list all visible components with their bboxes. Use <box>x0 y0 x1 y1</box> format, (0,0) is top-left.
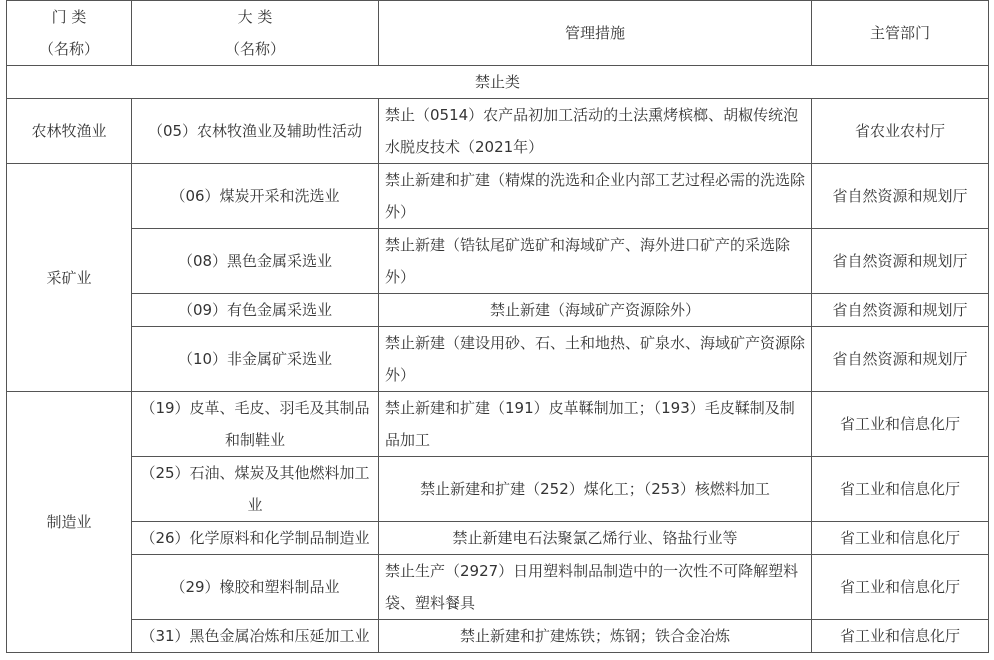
table-row <box>7 99 989 164</box>
table-row <box>7 164 989 229</box>
table-row <box>7 620 989 653</box>
table-row <box>7 327 989 392</box>
department-cell: 省工业和信息化厅 <box>812 555 989 620</box>
measure-cell: 禁止新建和扩建炼铁；炼钢；铁合金冶炼 <box>379 620 812 653</box>
category-cell: 制造业 <box>7 392 132 653</box>
header-major <box>132 1 379 66</box>
major-cell: （29）橡胶和塑料制品业 <box>132 555 379 620</box>
measure-cell: 禁止新建和扩建（191）皮革鞣制加工；（193）毛皮鞣制及制品加工 <box>379 392 812 457</box>
measure-cell: 禁止（0514）农产品初加工活动的土法熏烤槟榔、胡椒传统泡水脱皮技术（2021年） <box>379 99 812 164</box>
department-cell: 省自然资源和规划厅 <box>812 164 989 229</box>
major-cell: （31）黑色金属冶炼和压延加工业 <box>132 620 379 653</box>
table-row <box>7 294 989 327</box>
measure-cell: 禁止新建和扩建（精煤的洗选和企业内部工艺过程必需的洗选除外） <box>379 164 812 229</box>
measure-cell: 禁止生产（2927）日用塑料制品制造中的一次性不可降解塑料袋、塑料餐具 <box>379 555 812 620</box>
measure-cell: 禁止新建（建设用砂、石、土和地热、矿泉水、海域矿产资源除外） <box>379 327 812 392</box>
measure-cell: 禁止新建（锆钛尾矿选矿和海域矿产、海外进口矿产的采选除外） <box>379 229 812 294</box>
measure-cell: 禁止新建和扩建（252）煤化工；（253）核燃料加工 <box>379 457 812 522</box>
table-row <box>7 229 989 294</box>
department-cell: 省自然资源和规划厅 <box>812 294 989 327</box>
regulation-table <box>6 0 989 653</box>
table-row <box>7 457 989 522</box>
major-cell: （09）有色金属采选业 <box>132 294 379 327</box>
department-cell: 省工业和信息化厅 <box>812 522 989 555</box>
major-cell: （08）黑色金属采选业 <box>132 229 379 294</box>
table-row <box>7 392 989 457</box>
header-row <box>7 1 989 66</box>
major-cell: （26）化学原料和化学制品制造业 <box>132 522 379 555</box>
measure-cell: 禁止新建（海域矿产资源除外） <box>379 294 812 327</box>
section-title: 禁止类 <box>7 66 989 99</box>
header-category-line1: 门 类 <box>51 8 87 26</box>
category-cell: 农林牧渔业 <box>7 99 132 164</box>
department-cell: 省工业和信息化厅 <box>812 392 989 457</box>
department-cell: 省工业和信息化厅 <box>812 457 989 522</box>
measure-cell: 禁止新建电石法聚氯乙烯行业、铬盐行业等 <box>379 522 812 555</box>
department-cell: 省工业和信息化厅 <box>812 620 989 653</box>
major-cell: （05）农林牧渔业及辅助性活动 <box>132 99 379 164</box>
major-cell: （19）皮革、毛皮、羽毛及其制品和制鞋业 <box>132 392 379 457</box>
table-row <box>7 555 989 620</box>
major-cell: （10）非金属矿采选业 <box>132 327 379 392</box>
department-cell: 省自然资源和规划厅 <box>812 229 989 294</box>
major-cell: （25）石油、煤炭及其他燃料加工业 <box>132 457 379 522</box>
category-cell: 采矿业 <box>7 164 132 392</box>
header-department: 主管部门 <box>812 1 989 66</box>
department-cell: 省农业农村厅 <box>812 99 989 164</box>
major-cell: （06）煤炭开采和洗选业 <box>132 164 379 229</box>
header-category <box>7 1 132 66</box>
header-measures: 管理措施 <box>379 1 812 66</box>
section-row <box>7 66 989 99</box>
header-category-line2: （名称） <box>38 40 99 58</box>
department-cell: 省自然资源和规划厅 <box>812 327 989 392</box>
header-major-line2: （名称） <box>224 40 285 58</box>
table-row <box>7 522 989 555</box>
header-major-line1: 大 类 <box>237 8 273 26</box>
